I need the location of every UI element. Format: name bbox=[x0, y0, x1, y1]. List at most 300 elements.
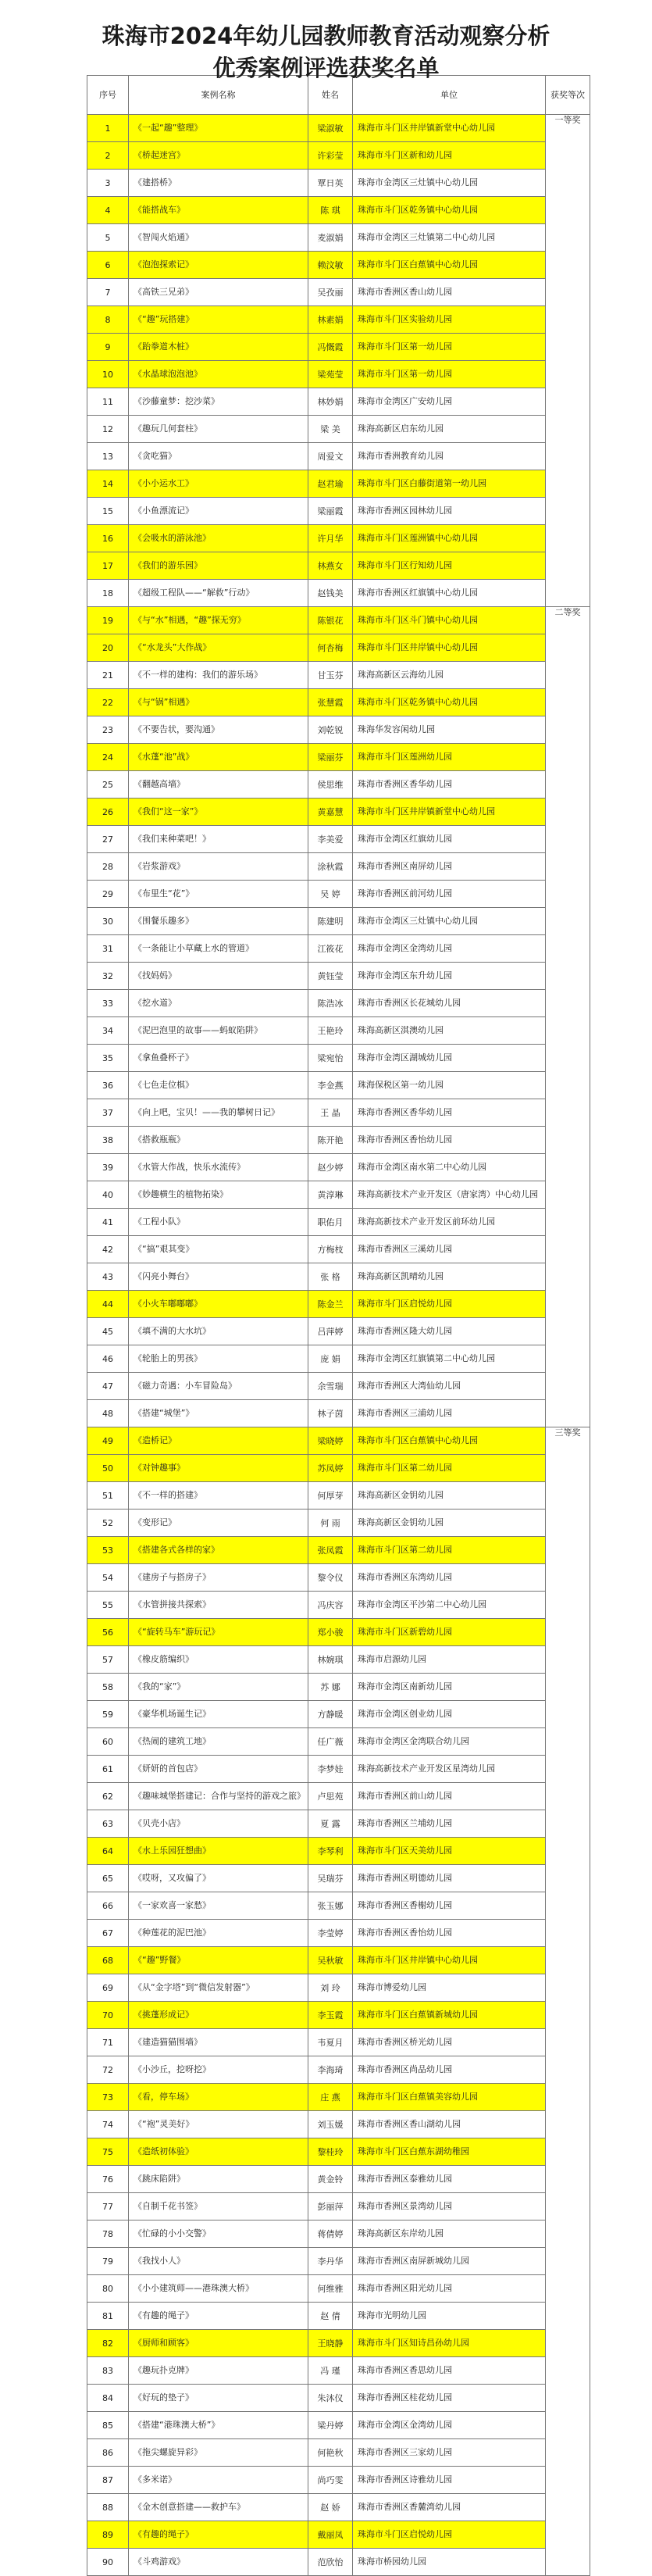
table-row bbox=[87, 1017, 590, 1045]
case-name: 《“搞”艰其变》 bbox=[129, 1236, 308, 1263]
table-row bbox=[87, 2166, 590, 2193]
unit-name: 珠海市斗门区莲洲镇中心幼儿园 bbox=[353, 525, 546, 552]
row-index: 88 bbox=[87, 2494, 129, 2521]
row-index: 19 bbox=[87, 607, 129, 634]
row-index: 21 bbox=[87, 662, 129, 689]
author-name: 赵钱美 bbox=[308, 580, 353, 607]
author-name: 梁丹婷 bbox=[308, 2412, 353, 2439]
author-name: 方梅枝 bbox=[308, 1236, 353, 1263]
table-row bbox=[87, 1345, 590, 1373]
row-index: 24 bbox=[87, 744, 129, 771]
table-row bbox=[87, 1728, 590, 1756]
author-name: 梁晓婷 bbox=[308, 1427, 353, 1455]
case-name: 《种莲花的泥巴池》 bbox=[129, 1920, 308, 1947]
author-name: 侯思维 bbox=[308, 771, 353, 799]
author-name: 尚巧雯 bbox=[308, 2467, 353, 2494]
case-name: 《布里生“花”》 bbox=[129, 881, 308, 908]
table-row bbox=[87, 1400, 590, 1427]
author-name: 黎桂玲 bbox=[308, 2138, 353, 2166]
table-row bbox=[87, 2412, 590, 2439]
case-name: 《桥起迷宫》 bbox=[129, 142, 308, 170]
row-index: 71 bbox=[87, 2029, 129, 2056]
unit-name: 珠海市博爱幼儿园 bbox=[353, 1974, 546, 2002]
author-name: 冯慨霞 bbox=[308, 334, 353, 361]
table-row bbox=[87, 1619, 590, 1646]
unit-name: 珠海市斗门区白蕉镇中心幼儿园 bbox=[353, 1427, 546, 1455]
row-index: 84 bbox=[87, 2385, 129, 2412]
table-row bbox=[87, 935, 590, 963]
award-table bbox=[87, 75, 590, 2576]
case-name: 《有趣的绳子》 bbox=[129, 2521, 308, 2549]
case-name: 《“旋转马车”游玩记》 bbox=[129, 1619, 308, 1646]
unit-name: 珠海市金湾区东升幼儿园 bbox=[353, 963, 546, 990]
row-index: 25 bbox=[87, 771, 129, 799]
table-row bbox=[87, 1373, 590, 1400]
unit-name: 珠海市斗门区第一幼儿园 bbox=[353, 361, 546, 388]
table-row bbox=[87, 2303, 590, 2330]
case-name: 《挖水道》 bbox=[129, 990, 308, 1017]
case-name: 《搭建“港珠澳大桥”》 bbox=[129, 2412, 308, 2439]
row-index: 78 bbox=[87, 2221, 129, 2248]
author-name: 余雪瑞 bbox=[308, 1373, 353, 1400]
unit-name: 珠海市金湾区南水第二中心幼儿园 bbox=[353, 1154, 546, 1181]
case-name: 《有趣的绳子》 bbox=[129, 2303, 308, 2330]
table-row bbox=[87, 2275, 590, 2303]
row-index: 23 bbox=[87, 716, 129, 744]
author-name: 张 格 bbox=[308, 1263, 353, 1291]
row-index: 13 bbox=[87, 443, 129, 470]
unit-name: 珠海市金湾区三灶镇第二中心幼儿园 bbox=[353, 224, 546, 252]
author-name: 庞 娟 bbox=[308, 1345, 353, 1373]
row-index: 89 bbox=[87, 2521, 129, 2549]
table-row bbox=[87, 580, 590, 607]
row-index: 3 bbox=[87, 170, 129, 197]
author-name: 何维雅 bbox=[308, 2275, 353, 2303]
row-index: 14 bbox=[87, 470, 129, 498]
case-name: 《智闯火焰通》 bbox=[129, 224, 308, 252]
author-name: 何杏梅 bbox=[308, 634, 353, 662]
table-row bbox=[87, 1318, 590, 1345]
row-index: 56 bbox=[87, 1619, 129, 1646]
case-name: 《工程小队》 bbox=[129, 1209, 308, 1236]
unit-name: 珠海市金湾区南新幼儿园 bbox=[353, 1674, 546, 1701]
header-name: 案例名称 bbox=[129, 76, 308, 115]
unit-name: 珠海市斗门区白蕉镇新城幼儿园 bbox=[353, 2002, 546, 2029]
table-row bbox=[87, 1154, 590, 1181]
row-index: 33 bbox=[87, 990, 129, 1017]
case-name: 《跆拳道木桩》 bbox=[129, 334, 308, 361]
unit-name: 珠海市斗门区井岸镇中心幼儿园 bbox=[353, 634, 546, 662]
case-name: 《搭救瓶瓶》 bbox=[129, 1127, 308, 1154]
author-name: 范欣怡 bbox=[308, 2549, 353, 2576]
case-name: 《趣玩几何套柱》 bbox=[129, 416, 308, 443]
case-name: 《能搭战车》 bbox=[129, 197, 308, 224]
case-name: 《轮胎上的男孩》 bbox=[129, 1345, 308, 1373]
author-name: 刘玉媛 bbox=[308, 2111, 353, 2138]
unit-name: 珠海高新区东岸幼儿园 bbox=[353, 2221, 546, 2248]
row-index: 20 bbox=[87, 634, 129, 662]
page-subtitle: 优秀案例评选获奖名单 bbox=[212, 55, 440, 81]
unit-name: 珠海市香洲区香华幼儿园 bbox=[353, 771, 546, 799]
row-index: 49 bbox=[87, 1427, 129, 1455]
case-name: 《我找小人》 bbox=[129, 2248, 308, 2275]
table-row bbox=[87, 990, 590, 1017]
unit-name: 珠海高新技术产业开发区（唐家湾）中心幼儿园 bbox=[353, 1181, 546, 1209]
table-row bbox=[87, 361, 590, 388]
author-name: 覃日英 bbox=[308, 170, 353, 197]
table-body bbox=[87, 115, 590, 2576]
case-name: 《造纸初体验》 bbox=[129, 2138, 308, 2166]
table-row bbox=[87, 1892, 590, 1920]
row-index: 58 bbox=[87, 1674, 129, 1701]
unit-name: 珠海市香洲区园林幼儿园 bbox=[353, 498, 546, 525]
case-name: 《我们来种菜吧！》 bbox=[129, 826, 308, 853]
case-name: 《我的“家”》 bbox=[129, 1674, 308, 1701]
case-name: 《小小运水工》 bbox=[129, 470, 308, 498]
table-row bbox=[87, 416, 590, 443]
row-index: 63 bbox=[87, 1810, 129, 1838]
row-index: 27 bbox=[87, 826, 129, 853]
row-index: 1 bbox=[87, 115, 129, 142]
author-name: 赵 倩 bbox=[308, 2303, 353, 2330]
author-name: 许彩莹 bbox=[308, 142, 353, 170]
author-name: 李琴利 bbox=[308, 1838, 353, 1865]
case-name: 《哎呀，又攻偏了》 bbox=[129, 1865, 308, 1892]
author-name: 吕萍婷 bbox=[308, 1318, 353, 1345]
author-name: 许月华 bbox=[308, 525, 353, 552]
author-name: 冯庆容 bbox=[308, 1592, 353, 1619]
unit-name: 珠海市斗门区启悦幼儿园 bbox=[353, 1291, 546, 1318]
case-name: 《造桥记》 bbox=[129, 1427, 308, 1455]
case-name: 《小鱼漂流记》 bbox=[129, 498, 308, 525]
unit-name: 珠海市香洲区三溪幼儿园 bbox=[353, 1236, 546, 1263]
case-name: 《妍妍的首包店》 bbox=[129, 1756, 308, 1783]
unit-name: 珠海市斗门区白藤街道第一幼儿园 bbox=[353, 470, 546, 498]
table-row bbox=[87, 1537, 590, 1564]
row-index: 60 bbox=[87, 1728, 129, 1756]
author-name: 苏凤婷 bbox=[308, 1455, 353, 1482]
case-name: 《小小建筑师——港珠澳大桥》 bbox=[129, 2275, 308, 2303]
author-name: 林燕女 bbox=[308, 552, 353, 580]
table-row bbox=[87, 1592, 590, 1619]
table-row bbox=[87, 1209, 590, 1236]
unit-name: 珠海市斗门区第二幼儿园 bbox=[353, 1537, 546, 1564]
table-row bbox=[87, 689, 590, 716]
unit-name: 珠海市香洲区泰雅幼儿园 bbox=[353, 2166, 546, 2193]
case-name: 《“袍”灵美好》 bbox=[129, 2111, 308, 2138]
case-name: 《一起“趣”整理》 bbox=[129, 115, 308, 142]
case-name: 《岩浆游戏》 bbox=[129, 853, 308, 881]
unit-name: 珠海市香洲区桂花幼儿园 bbox=[353, 2385, 546, 2412]
case-name: 《填不满的大水坑》 bbox=[129, 1318, 308, 1345]
author-name: 王 晶 bbox=[308, 1099, 353, 1127]
row-index: 42 bbox=[87, 1236, 129, 1263]
case-name: 《“趣”野餐》 bbox=[129, 1947, 308, 1974]
unit-name: 珠海高新区云海幼儿园 bbox=[353, 662, 546, 689]
row-index: 41 bbox=[87, 1209, 129, 1236]
unit-name: 珠海市斗门区白蕉镇美容幼儿园 bbox=[353, 2084, 546, 2111]
unit-name: 珠海市斗门区莲洲幼儿园 bbox=[353, 744, 546, 771]
row-index: 29 bbox=[87, 881, 129, 908]
unit-name: 珠海高新技术产业开发区前环幼儿园 bbox=[353, 1209, 546, 1236]
header-award: 获奖等次 bbox=[546, 76, 590, 115]
case-name: 《趣味城堡搭建记：合作与坚持的游戏之旅》 bbox=[129, 1783, 308, 1810]
author-name: 李金燕 bbox=[308, 1072, 353, 1099]
unit-name: 珠海市斗门区知诗昌孙幼儿园 bbox=[353, 2330, 546, 2357]
author-name: 蒋倩婷 bbox=[308, 2221, 353, 2248]
case-name: 《多米诺》 bbox=[129, 2467, 308, 2494]
table-row bbox=[87, 908, 590, 935]
row-index: 81 bbox=[87, 2303, 129, 2330]
unit-name: 珠海高新区淇澳幼儿园 bbox=[353, 1017, 546, 1045]
author-name: 张凤霞 bbox=[308, 1537, 353, 1564]
author-name: 陈银花 bbox=[308, 607, 353, 634]
case-name: 《高铁三兄弟》 bbox=[129, 279, 308, 306]
author-name: 赵少婷 bbox=[308, 1154, 353, 1181]
author-name: 何 雨 bbox=[308, 1510, 353, 1537]
row-index: 77 bbox=[87, 2193, 129, 2221]
case-name: 《向上吧，宝贝！——我的攀树日记》 bbox=[129, 1099, 308, 1127]
table-row bbox=[87, 1974, 590, 2002]
row-index: 83 bbox=[87, 2357, 129, 2385]
unit-name: 珠海市香洲区前河幼儿园 bbox=[353, 881, 546, 908]
unit-name: 珠海市香洲区南屏新城幼儿园 bbox=[353, 2248, 546, 2275]
unit-name: 珠海市金湾区金湾联合幼儿园 bbox=[353, 1728, 546, 1756]
case-name: 《拿鱼叠杯子》 bbox=[129, 1045, 308, 1072]
case-name: 《趣玩扑克牌》 bbox=[129, 2357, 308, 2385]
unit-name: 珠海市斗门区白蕉东湖幼稚园 bbox=[353, 2138, 546, 2166]
case-name: 《橡皮筋编织》 bbox=[129, 1646, 308, 1674]
row-index: 37 bbox=[87, 1099, 129, 1127]
author-name: 赵 娇 bbox=[308, 2494, 353, 2521]
row-index: 72 bbox=[87, 2056, 129, 2084]
row-index: 26 bbox=[87, 799, 129, 826]
row-index: 39 bbox=[87, 1154, 129, 1181]
case-name: 《我们“这一家”》 bbox=[129, 799, 308, 826]
unit-name: 珠海市香洲区大湾仙幼儿园 bbox=[353, 1373, 546, 1400]
table-row bbox=[87, 470, 590, 498]
unit-name: 珠海市香洲区尚品幼儿园 bbox=[353, 2056, 546, 2084]
author-name: 吴秋敏 bbox=[308, 1947, 353, 1974]
row-index: 76 bbox=[87, 2166, 129, 2193]
row-index: 44 bbox=[87, 1291, 129, 1318]
author-name: 陈开艳 bbox=[308, 1127, 353, 1154]
table-row bbox=[87, 2494, 590, 2521]
unit-name: 珠海市香洲区香山幼儿园 bbox=[353, 279, 546, 306]
header-unit: 单位 bbox=[353, 76, 546, 115]
case-name: 《水蓬“池”战》 bbox=[129, 744, 308, 771]
table-row bbox=[87, 826, 590, 853]
author-name: 冯 瑾 bbox=[308, 2357, 353, 2385]
unit-name: 珠海市香洲教育幼儿园 bbox=[353, 443, 546, 470]
case-name: 《水上乐园狂想曲》 bbox=[129, 1838, 308, 1865]
author-name: 彭丽萍 bbox=[308, 2193, 353, 2221]
row-index: 45 bbox=[87, 1318, 129, 1345]
author-name: 周爱文 bbox=[308, 443, 353, 470]
case-name: 《自制千花书签》 bbox=[129, 2193, 308, 2221]
row-index: 65 bbox=[87, 1865, 129, 1892]
unit-name: 珠海市金湾区三灶镇中心幼儿园 bbox=[353, 170, 546, 197]
row-index: 90 bbox=[87, 2549, 129, 2576]
row-index: 16 bbox=[87, 525, 129, 552]
award-level: 二等奖 bbox=[546, 607, 590, 1427]
case-name: 《围餐乐趣多》 bbox=[129, 908, 308, 935]
unit-name: 珠海市金湾区金湾幼儿园 bbox=[353, 935, 546, 963]
unit-name: 珠海高新技术产业开发区星湾幼儿园 bbox=[353, 1756, 546, 1783]
row-index: 68 bbox=[87, 1947, 129, 1974]
table-row bbox=[87, 853, 590, 881]
row-index: 59 bbox=[87, 1701, 129, 1728]
table-row bbox=[87, 252, 590, 279]
unit-name: 珠海高新区金钥幼儿园 bbox=[353, 1510, 546, 1537]
case-name: 《不要告状，要沟通》 bbox=[129, 716, 308, 744]
unit-name: 珠海市金湾区三灶镇中心幼儿园 bbox=[353, 908, 546, 935]
row-index: 2 bbox=[87, 142, 129, 170]
table-row bbox=[87, 1947, 590, 1974]
case-name: 《建造猫猫围墙》 bbox=[129, 2029, 308, 2056]
row-index: 46 bbox=[87, 1345, 129, 1373]
author-name: 戴丽凤 bbox=[308, 2521, 353, 2549]
unit-name: 珠海市香洲区长花城幼儿园 bbox=[353, 990, 546, 1017]
title-block bbox=[0, 0, 652, 81]
page-title: 珠海市2024年幼儿园教师教育活动观察分析 bbox=[102, 23, 550, 49]
row-index: 28 bbox=[87, 853, 129, 881]
case-name: 《闪亮小舞台》 bbox=[129, 1263, 308, 1291]
case-name: 《“水龙头”大作战》 bbox=[129, 634, 308, 662]
table-row bbox=[87, 197, 590, 224]
author-name: 朱沐仪 bbox=[308, 2385, 353, 2412]
table-row bbox=[87, 1099, 590, 1127]
author-name: 陈浩冰 bbox=[308, 990, 353, 1017]
row-index: 82 bbox=[87, 2330, 129, 2357]
author-name: 林子茵 bbox=[308, 1400, 353, 1427]
table-row bbox=[87, 1482, 590, 1510]
row-index: 22 bbox=[87, 689, 129, 716]
author-name: 梁 美 bbox=[308, 416, 353, 443]
row-index: 87 bbox=[87, 2467, 129, 2494]
unit-name: 珠海高新区凯晴幼儿园 bbox=[353, 1263, 546, 1291]
table-row bbox=[87, 2084, 590, 2111]
row-index: 74 bbox=[87, 2111, 129, 2138]
unit-name: 珠海市香洲区香怡幼儿园 bbox=[353, 1127, 546, 1154]
row-index: 86 bbox=[87, 2439, 129, 2467]
table-row bbox=[87, 1181, 590, 1209]
table-row bbox=[87, 2002, 590, 2029]
row-index: 30 bbox=[87, 908, 129, 935]
table-row bbox=[87, 963, 590, 990]
unit-name: 珠海市斗门区白蕉镇中心幼儿园 bbox=[353, 252, 546, 279]
author-name: 刘 玲 bbox=[308, 1974, 353, 2002]
case-name: 《水管大作战，快乐水流传》 bbox=[129, 1154, 308, 1181]
unit-name: 珠海市香洲区香思幼儿园 bbox=[353, 2357, 546, 2385]
author-name: 吴瑞芬 bbox=[308, 1865, 353, 1892]
author-name: 梁丽霞 bbox=[308, 498, 353, 525]
table-row bbox=[87, 881, 590, 908]
table-row bbox=[87, 1455, 590, 1482]
table-row bbox=[87, 2467, 590, 2494]
case-name: 《斗鸡游戏》 bbox=[129, 2549, 308, 2576]
row-index: 34 bbox=[87, 1017, 129, 1045]
unit-name: 珠海市香洲区明德幼儿园 bbox=[353, 1865, 546, 1892]
author-name: 李海琦 bbox=[308, 2056, 353, 2084]
unit-name: 珠海市斗门区斗门镇中心幼儿园 bbox=[353, 607, 546, 634]
table-row bbox=[87, 1756, 590, 1783]
author-name: 李丹华 bbox=[308, 2248, 353, 2275]
case-name: 《建搭桥》 bbox=[129, 170, 308, 197]
table-row bbox=[87, 334, 590, 361]
table-row bbox=[87, 2385, 590, 2412]
author-name: 陈 琪 bbox=[308, 197, 353, 224]
table-row bbox=[87, 525, 590, 552]
case-name: 《好玩的垫子》 bbox=[129, 2385, 308, 2412]
row-index: 62 bbox=[87, 1783, 129, 1810]
author-name: 江筱花 bbox=[308, 935, 353, 963]
table-row bbox=[87, 2330, 590, 2357]
row-index: 51 bbox=[87, 1482, 129, 1510]
table-row bbox=[87, 1920, 590, 1947]
case-name: 《搭建各式各样的家》 bbox=[129, 1537, 308, 1564]
author-name: 张慧霞 bbox=[308, 689, 353, 716]
unit-name: 珠海市金湾区平沙第二中心幼儿园 bbox=[353, 1592, 546, 1619]
row-index: 36 bbox=[87, 1072, 129, 1099]
case-name: 《跳床陷阱》 bbox=[129, 2166, 308, 2193]
table-row bbox=[87, 2056, 590, 2084]
unit-name: 珠海市金湾区创业幼儿园 bbox=[353, 1701, 546, 1728]
unit-name: 珠海市斗门区新碧幼儿园 bbox=[353, 1619, 546, 1646]
unit-name: 珠海保税区第一幼儿园 bbox=[353, 1072, 546, 1099]
author-name: 梁丽芬 bbox=[308, 744, 353, 771]
row-index: 15 bbox=[87, 498, 129, 525]
unit-name: 珠海市斗门区行知幼儿园 bbox=[353, 552, 546, 580]
table-row bbox=[87, 1674, 590, 1701]
table-row bbox=[87, 1427, 590, 1455]
unit-name: 珠海市香洲区兰埔幼儿园 bbox=[353, 1810, 546, 1838]
unit-name: 珠海市香洲区桥光幼儿园 bbox=[353, 2029, 546, 2056]
table-row bbox=[87, 716, 590, 744]
table-row bbox=[87, 1072, 590, 1099]
table-row bbox=[87, 607, 590, 634]
unit-name: 珠海市香洲区香怡幼儿园 bbox=[353, 1920, 546, 1947]
table-row bbox=[87, 306, 590, 334]
table-row bbox=[87, 224, 590, 252]
case-name: 《豪华机场诞生记》 bbox=[129, 1701, 308, 1728]
row-index: 40 bbox=[87, 1181, 129, 1209]
author-name: 李梦娃 bbox=[308, 1756, 353, 1783]
row-index: 47 bbox=[87, 1373, 129, 1400]
table-row bbox=[87, 2138, 590, 2166]
case-name: 《贝壳小店》 bbox=[129, 1810, 308, 1838]
author-name: 苏 娜 bbox=[308, 1674, 353, 1701]
table-row bbox=[87, 279, 590, 306]
row-index: 9 bbox=[87, 334, 129, 361]
unit-name: 珠海市斗门区第二幼儿园 bbox=[353, 1455, 546, 1482]
table-row bbox=[87, 1236, 590, 1263]
table-row bbox=[87, 662, 590, 689]
table-row bbox=[87, 1510, 590, 1537]
table-row bbox=[87, 115, 590, 142]
author-name: 林素娟 bbox=[308, 306, 353, 334]
unit-name: 珠海市斗门区乾务镇中心幼儿园 bbox=[353, 197, 546, 224]
table-row bbox=[87, 1701, 590, 1728]
unit-name: 珠海市香洲区三家幼儿园 bbox=[353, 2439, 546, 2467]
unit-name: 珠海市光明幼儿园 bbox=[353, 2303, 546, 2330]
unit-name: 珠海市金湾区广安幼儿园 bbox=[353, 388, 546, 416]
row-index: 75 bbox=[87, 2138, 129, 2166]
author-name: 庄 燕 bbox=[308, 2084, 353, 2111]
unit-name: 珠海市香洲区南屏幼儿园 bbox=[353, 853, 546, 881]
unit-name: 珠海市金湾区湖城幼儿园 bbox=[353, 1045, 546, 1072]
case-name: 《“趣”玩搭建》 bbox=[129, 306, 308, 334]
